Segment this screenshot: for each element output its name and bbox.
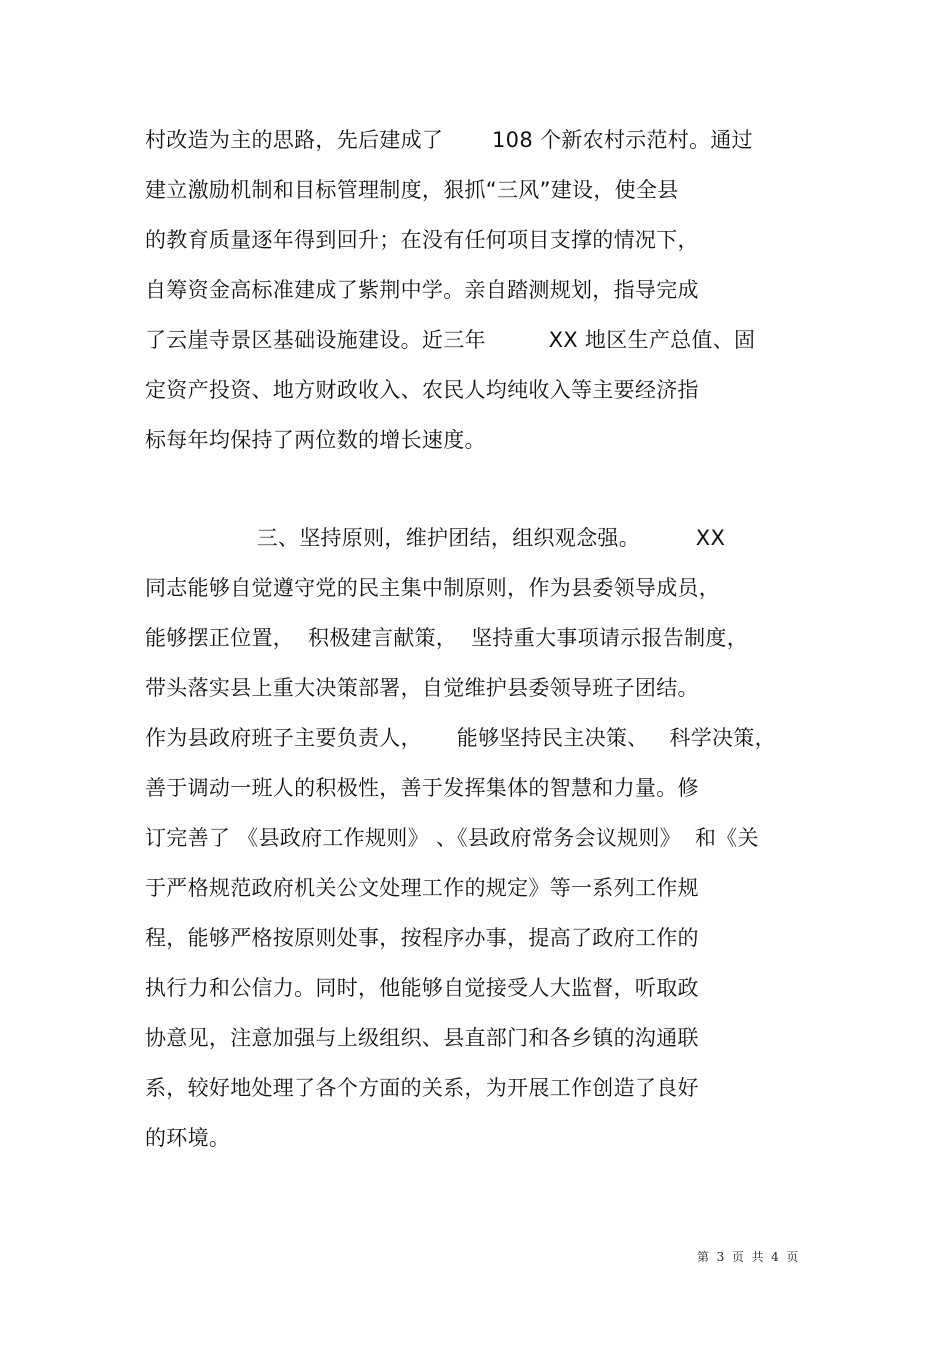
text-line: 带头落实县上重大决策部署，自觉维护县委领导班子团结。 <box>145 676 699 700</box>
page-number-footer: 第 3 页 共 4 页 <box>697 1250 799 1264</box>
text-line: 订完善了 《县政府工作规则》 、《县政府常务会议规则》 和《关 <box>145 826 759 850</box>
text-line: 定资产投资、地方财政收入、农民人均纯收入等主要经济指 <box>145 378 699 402</box>
text-line: 善于调动一班人的积极性，善于发挥集体的智慧和力量。修 <box>145 776 699 800</box>
text-line: 同志能够自觉遵守党的民主集中制原则，作为县委领导成员， <box>145 576 721 600</box>
text-line: 自筹资金高标准建成了紫荆中学。亲自踏测规划，指导完成 <box>145 278 699 302</box>
text-line: 执行力和公信力。同时，他能够自觉接受人大监督，听取政 <box>145 976 699 1000</box>
text-line: 协意见，注意加强与上级组织、县直部门和各乡镇的沟通联 <box>145 1026 699 1050</box>
text-line: 的教育质量逐年得到回升；在没有任何项目支撑的情况下， <box>145 228 699 252</box>
text-line: 能够摆正位置， 积极建言献策， 坚持重大事项请示报告制度， <box>145 626 748 650</box>
text-line: 程，能够严格按原则处事，按程序办事，提高了政府工作的 <box>145 926 699 950</box>
text-line: 的环境。 <box>145 1126 231 1150</box>
text-line: 了云崖寺景区基础设施建设。近三年 XX 地区生产总值、固 <box>145 328 756 352</box>
text-line: 建立激励机制和目标管理制度，狠抓“三风”建设，使全县 <box>145 178 679 202</box>
text-line: 作为县政府班子主要负责人， 能够坚持民主决策、 科学决策， <box>145 726 776 750</box>
section-heading-line: 三、坚持原则，维护团结，组织观念强。 XX <box>145 526 726 550</box>
text-line: 系，较好地处理了各个方面的关系，为开展工作创造了良好 <box>145 1076 699 1100</box>
text-line: 村改造为主的思路，先后建成了 108 个新农村示范村。通过 <box>145 128 753 152</box>
text-line: 于严格规范政府机关公文处理工作的规定》等一系列工作规 <box>145 876 699 900</box>
text-line: 标每年均保持了两位数的增长速度。 <box>145 428 486 452</box>
